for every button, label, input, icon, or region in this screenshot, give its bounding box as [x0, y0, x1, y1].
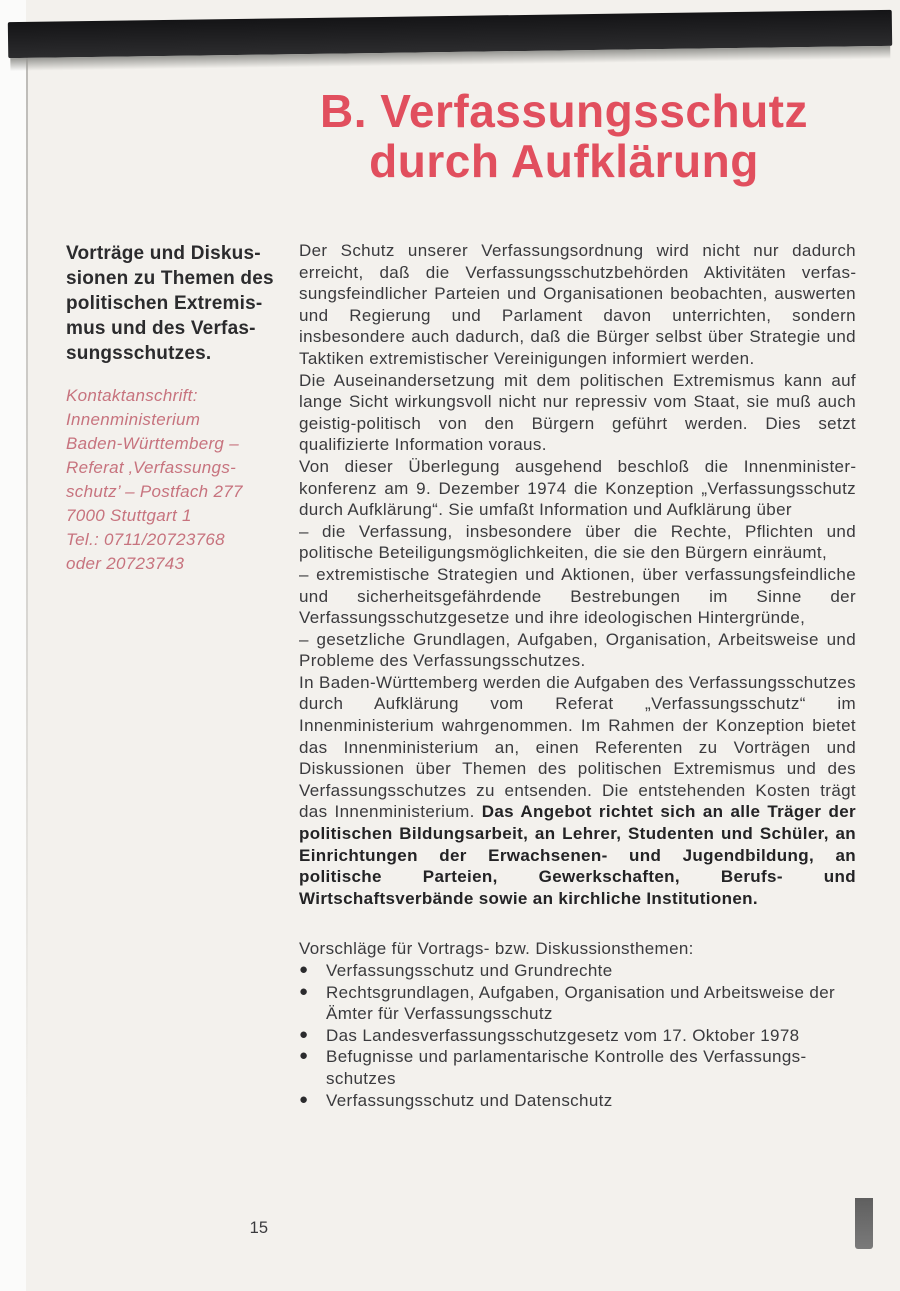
contact-phone-alt: oder 20723743 [66, 554, 185, 573]
list-item-label: Verfassungsschutz und Datenschutz [326, 1090, 613, 1110]
closing-paragraph-bold: Das Angebot richtet sich an alle Träger der politischen Bildungsarbeit, an Lehrer, Studenten und Schüler, an Einrichtungen der Erwachsenen- und Jugendbildung, an politische Parteien, Gewerkschaften, Berufs- und Wirtschaftsverbände sowie an kirchliche Institutionen. [299, 802, 856, 908]
list-item [299, 982, 856, 1025]
dash-list-item: – die Verfassung, insbesondere über die Rechte, Pflichten und politische Beteiligungsmöglichkeiten, die sie den Bürgern einräumt, [299, 521, 856, 563]
closing-paragraph-normal: In Baden-Württemberg werden die Aufgaben des Verfassungsschutzes durch Aufklärung vom Referat „Verfassungsschutz“ im Innenministerium wahrgenommen. Im Rahmen der Konzeption bietet das Innenministerium an, einen Referenten zu Vorträgen und Diskussionen über Themen des politischen Extremismus und des Verfassungsschutzes zu entsenden. Die entstehenden Kosten trägt das Innenministerium. [299, 672, 856, 822]
body-text-column [299, 240, 856, 1111]
bullet-icon: ● [299, 1090, 309, 1108]
contact-line: Kontaktanschrift: [66, 386, 198, 405]
page-title-line2: durch Aufklärung [369, 135, 759, 187]
paragraph: Von dieser Überlegung ausgehend beschloß die Innenministerkonferenz am 9. Dezember 1974 die Konzeption „Verfassungsschutz durch Aufklärung“. Sie umfaßt Information und Aufklärung über [299, 456, 856, 520]
closing-paragraph [299, 672, 856, 910]
sidebar-heading-line: politischen Extremis- [66, 293, 263, 314]
list-item [299, 1046, 856, 1089]
dash-list-item: – gesetzliche Grundlagen, Aufgaben, Organisation, Arbeitsweise und Probleme des Verfassungsschutzes. [299, 629, 856, 671]
bullet-icon: ● [299, 1047, 309, 1065]
paragraph: Der Schutz unserer Verfassungsordnung wird nicht nur dadurch erreicht, daß die Verfassungsschutzbehörden Aktivitäten verfassungsfeindlicher Parteien und Organisationen beobachten, auswerten und Regierung und Parlament davon unterrichten, sondern insbesondere auch dadurch, daß die Bürger selbst über Strategie und Taktiken extremistischer Vereinigungen informiert werden. [299, 241, 856, 368]
contact-phone: Tel.: 0711/20723768 [66, 530, 225, 549]
sidebar-heading-line: mus und des Verfas- [66, 318, 256, 339]
scan-edge-mark [855, 1198, 873, 1249]
sidebar-heading [66, 241, 296, 366]
topics-list [299, 960, 856, 1111]
page-left-margin [0, 0, 26, 1291]
list-item [299, 1090, 856, 1112]
sidebar-heading-line: sungsschutzes. [66, 343, 212, 364]
contact-address [66, 384, 296, 576]
scan-top-band [8, 10, 892, 58]
page-number: 15 [249, 1219, 268, 1237]
list-item [299, 1025, 856, 1047]
contact-line: 7000 Stuttgart 1 [66, 506, 192, 525]
contact-line: schutz’ – Postfach 277 [66, 482, 243, 501]
contact-line: Referat ‚Verfassungs- [66, 458, 237, 477]
bullet-icon: ● [299, 961, 309, 978]
paragraph: Die Auseinandersetzung mit dem politischen Extremismus kann auf lange Sicht wirkungsvoll nicht nur repressiv vom Staat, sie muß auch geistig-politisch von den Bürgern geführt werden. Dies setzt qualifizierte Information voraus. [299, 370, 856, 455]
page-title-line1: B. Verfassungsschutz [319, 85, 809, 137]
list-item [299, 960, 856, 982]
sidebar-heading-line: sionen zu Themen des [66, 268, 274, 289]
list-item-label: Das Landesverfassungsschutzgesetz vom 17. Oktober 1978 [326, 1025, 800, 1045]
page-edge-line [26, 56, 28, 1126]
contact-line: Innenministerium [66, 410, 201, 429]
contact-line: Baden-Württemberg – [66, 434, 239, 453]
bullet-icon: ● [299, 1025, 309, 1043]
dash-list-item: – extremistische Strategien und Aktionen, über verfassungsfeindliche und sicherheitsgefährdende Bestrebungen im Sinne der Verfassungsschutzgesetze und ihre ideologischen Hintergründe, [299, 564, 856, 628]
list-item-label: Rechtsgrundlagen, Aufgaben, Organisation und Arbeitsweise der Ämter für Verfassungsschutz [326, 982, 836, 1024]
page-title [268, 86, 860, 186]
sidebar [66, 241, 296, 576]
list-item-label: Befugnisse und parlamentarische Kontrolle des Verfassungsschutzes [326, 1047, 807, 1088]
bullet-icon: ● [299, 982, 309, 1000]
list-item-label: Verfassungsschutz und Grundrechte [326, 961, 613, 980]
sidebar-heading-line: Vorträge und Diskus- [66, 243, 261, 264]
suggestions-intro: Vorschläge für Vortrags- bzw. Diskussionsthemen: [299, 939, 694, 959]
